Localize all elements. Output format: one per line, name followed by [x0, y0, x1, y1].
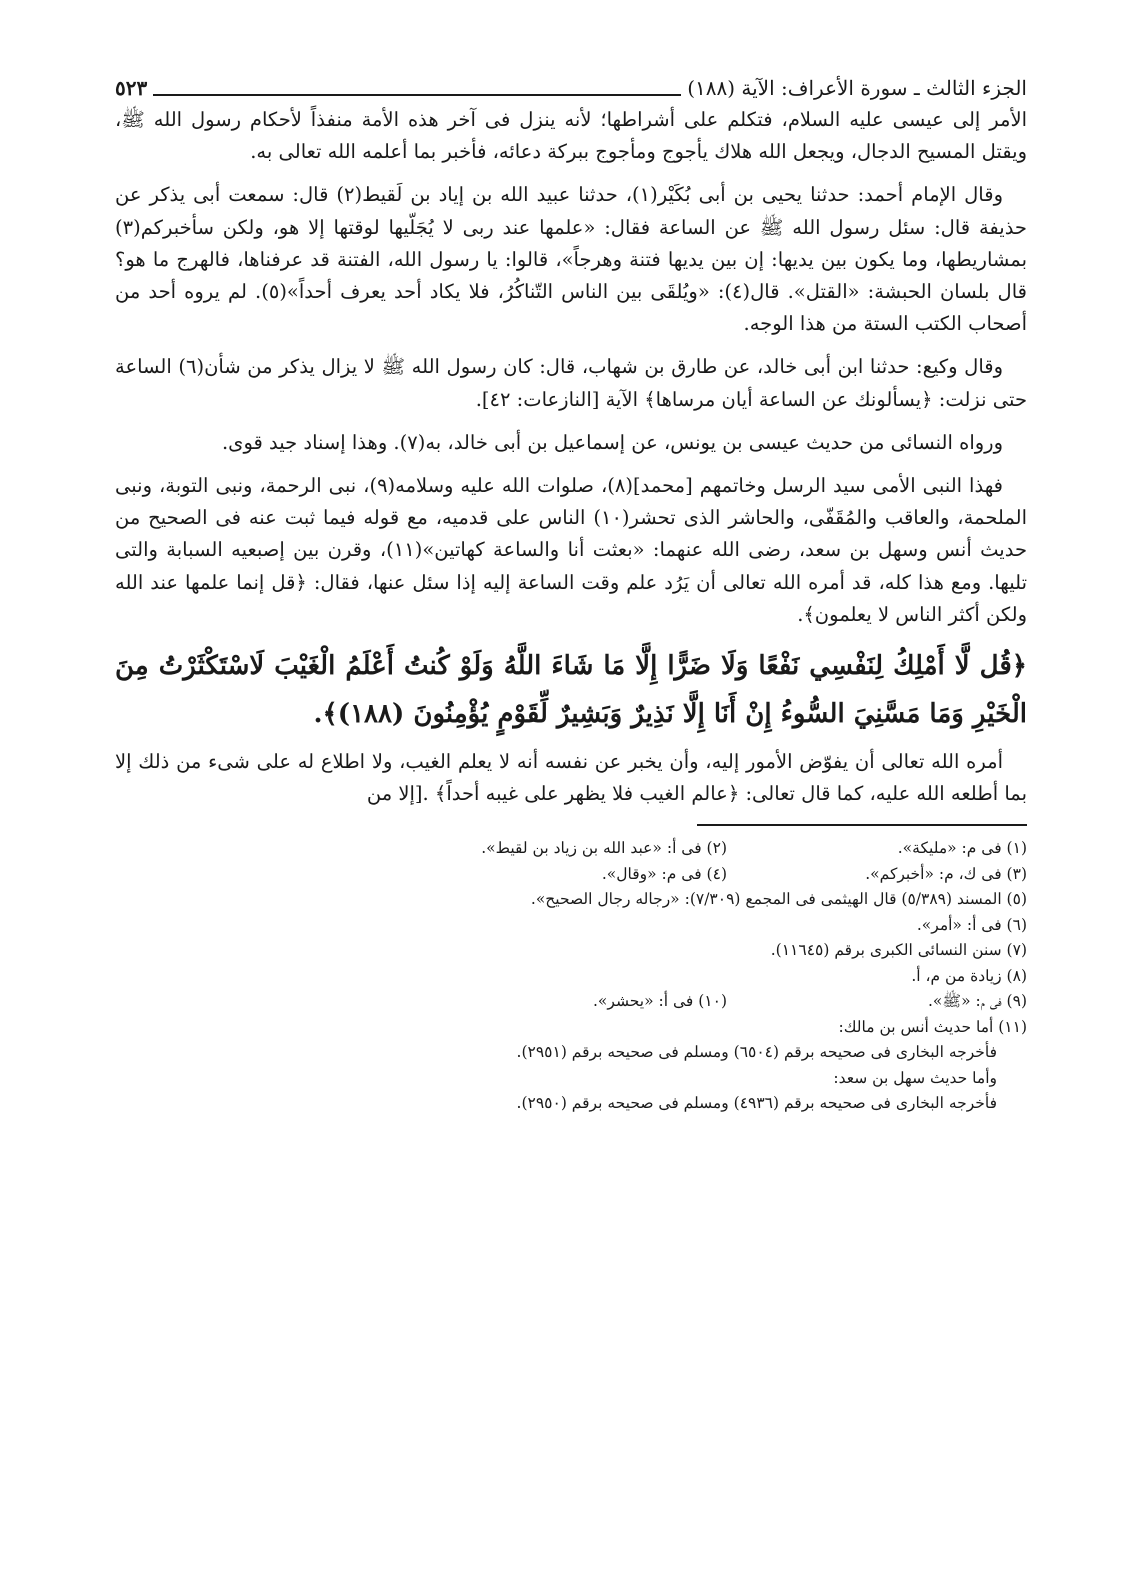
footnote-3: (٣) فى ك، م: «أخبركم».: [865, 864, 1027, 883]
footnote-row: [115, 862, 1027, 888]
main-text: [115, 104, 1027, 631]
footnote-10: (١٠) فى أ: «يحشر».: [593, 992, 727, 1011]
quran-verse: ﴿قُل لَّا أَمْلِكُ لِنَفْسِي نَفْعًا وَلَا ضَرًّا إِلَّا مَا شَاءَ اللَّهُ وَلَوْ كُنتُ أَعْلَمُ الْغَيْبَ لَاسْتَكْثَرْتُ مِنَ الْخَيْرِ وَمَا مَسَّنِيَ السُّوءُ إِنْ أَنَا إِلَّا نَذِيرٌ وَبَشِيرٌ لِّقَوْمٍ يُؤْمِنُونَ (١٨٨)﴾.: [115, 651, 1027, 730]
footnote-1: (١) فى م: «مليكة».: [897, 839, 1027, 858]
running-header: [115, 66, 1027, 102]
paragraph-1: الأمر إلى عيسى عليه السلام، فتكلم على أشراطها؛ لأنه ينزل فى آخر هذه الأمة منفذاً لأحكام رسول الله ﷺ، ويقتل المسيح الدجال، ويجعل الله هلاك يأجوج ومأجوج ببركة دعائه، فأخبر بما أعلمه الله تعالى به.: [115, 108, 1027, 164]
footnote-7: (٧) سنن النسائى الكبرى برقم (١١٦٤٥).: [770, 941, 1027, 960]
footnote-11-line-c: فأخرجه البخارى فى صحيحه برقم (٤٩٣٦) ومسلم فى صحيحه برقم (٢٩٥٠).: [516, 1094, 997, 1113]
footnote-row: [115, 836, 1027, 862]
page-number: ٥٢٣: [115, 76, 148, 100]
footnote-5: (٥) المسند (٥/٣٨٩) قال الهيثمى فى المجمع (٧/٣٠٩): «رجاله رجال الصحيح».: [530, 890, 1027, 909]
footnote-8: (٨) زيادة من م، أ.: [911, 966, 1027, 985]
book-page: [115, 66, 1027, 1117]
footnote-11-line-a: فأخرجه البخارى فى صحيحه برقم (٦٥٠٤) ومسلم فى صحيحه برقم (٢٩٥١).: [516, 1043, 997, 1062]
paragraph-2: وقال الإمام أحمد: حدثنا يحيى بن أبى بُكَيْر(١)، حدثنا عبيد الله بن إياد بن لَقيط(٢) قال: سمعت أبى يذكر عن حذيفة قال: سئل رسول الله ﷺ عن الساعة فقال: «علمها عند ربى لا يُجَلّيها لوقتها إلا هو، ولكن سأخبركم(٣) بمشاريطها، وما يكون بين يديها: إن بين يديها فتنة وهرجاً»، قالوا: يا رسول الله، الفتنة قد عرفناها، فالهرج ما هو؟ قال بلسان الحبشة: «القتل». قال(٤): «ويُلقَى بين الناس التّناكُرُ، فلا يكاد أحد يعرف أحداً»(٥). لم يروه أحد من أصحاب الكتب الستة من هذا الوجه.: [115, 183, 1027, 336]
footnote-4: (٤) فى م: «وقال».: [601, 864, 727, 883]
footnote-11: (١١) أما حديث أنس بن مالك:: [838, 1017, 1027, 1036]
footnote-2: (٢) فى أ: «عبد الله بن زياد بن لقيط».: [481, 839, 727, 858]
paragraph-5: فهذا النبى الأمى سيد الرسل وخاتمهم [محمد](٨)، صلوات الله عليه وسلامه(٩)، نبى الرحمة، ونبى التوبة، ونبى الملحمة، والعاقب والمُقَفّى، والحاشر الذى تحشر(١٠) الناس على قدميه، مع قوله فيما ثبت عنه فى الصحيح من حديث أنس وسهل بن سعد، رضى الله عنهما: «بعثت أنا والساعة كهاتين»(١١)، وقرن بين إصبعيه السبابة والتى تليها. ومع هذا كله، قد أمره الله تعالى أن يَرُد علم وقت الساعة إليه إذا سئل عنها، فقال: ﴿قل إنما علمها عند الله ولكن أكثر الناس لا يعلمون﴾.: [115, 474, 1028, 626]
paragraph-after-verse: أمره الله تعالى أن يفوّض الأمور إليه، وأن يخبر عن نفسه أنه لا يعلم الغيب، ولا اطلاع له على شىء من ذلك إلا بما أطلعه الله عليه، كما قال تعالى: ﴿عالم الغيب فلا يظهر على غيبه أحداً﴾ .[إلا من: [115, 750, 1027, 806]
footnote-11-line-b: وأما حديث سهل بن سعد:: [833, 1068, 997, 1087]
footnote-rule: [697, 824, 1027, 826]
commentary-text: [115, 746, 1027, 810]
header-title: الجزء الثالث ـ سورة الأعراف: الآية (١٨٨): [687, 76, 1027, 100]
footnote-row: [115, 989, 1027, 1015]
footnote-6: (٦) فى أ: «أمر».: [916, 915, 1027, 934]
footnotes: [115, 836, 1027, 1117]
footnote-9: (٩) فى م: «ﷺ».: [927, 992, 1027, 1011]
paragraph-4: ورواه النسائى من حديث عيسى بن يونس، عن إسماعيل بن أبى خالد، به(٧). وهذا إسناد جيد قوى.: [221, 430, 1003, 454]
header-rule: [153, 94, 681, 96]
paragraph-3: وقال وكيع: حدثنا ابن أبى خالد، عن طارق بن شهاب، قال: كان رسول الله ﷺ لا يزال يذكر من شأن(٦) الساعة حتى نزلت: ﴿يسألونك عن الساعة أيان مرساها﴾ الآية [النازعات: ٤٢].: [115, 355, 1027, 411]
